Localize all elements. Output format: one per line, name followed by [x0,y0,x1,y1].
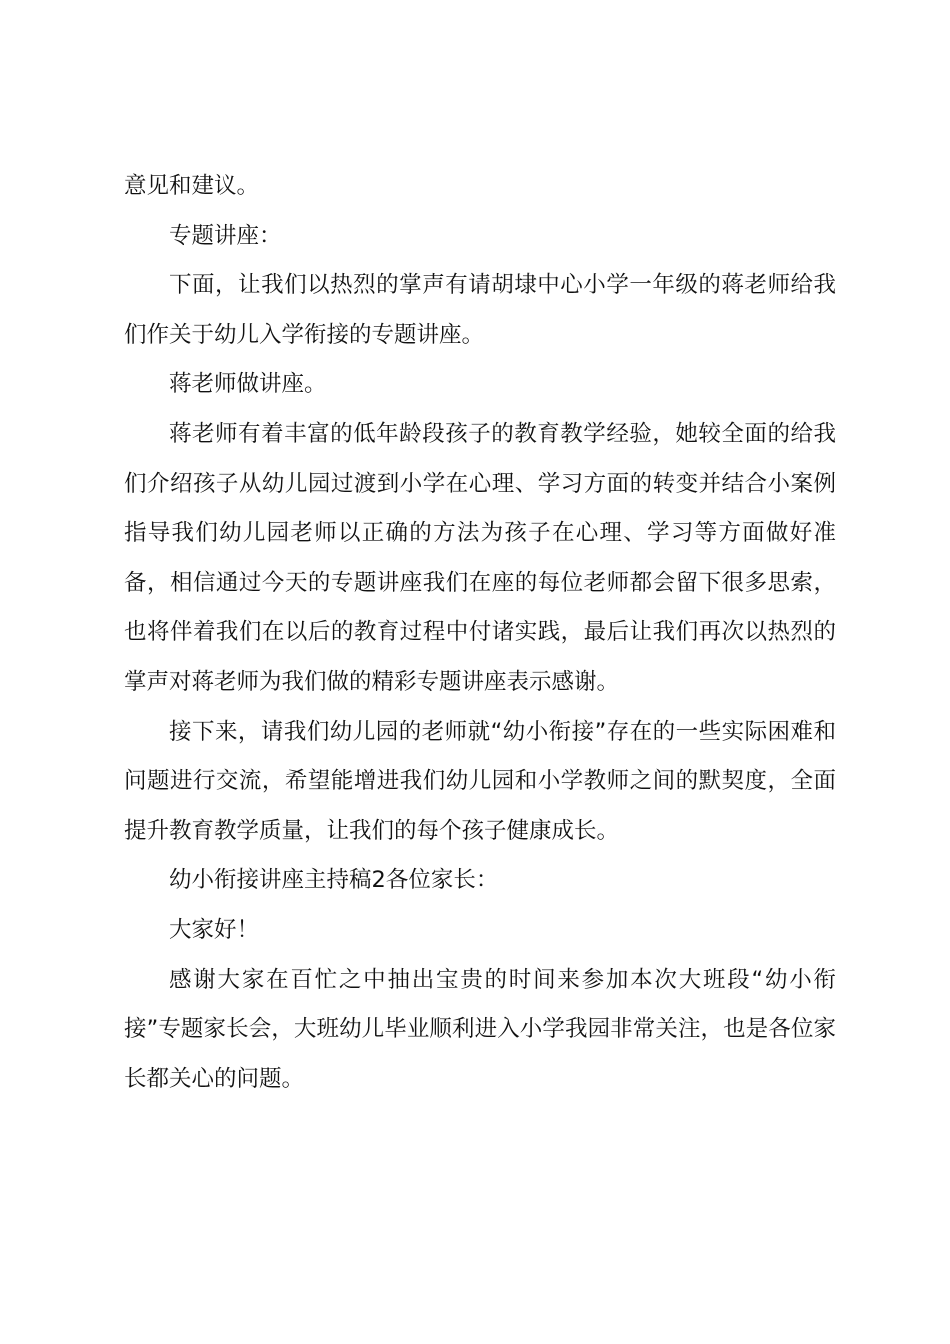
paragraph-introduce-teacher: 下面，让我们以热烈的掌声有请胡埭中心小学一年级的蒋老师给我们作关于幼儿入学衔接的专题讲座。 [124,272,836,348]
paragraph-greeting: 大家好！ [169,916,260,943]
paragraph-script-2-title: 幼小衔接讲座主持稿2各位家长： [169,867,499,894]
paragraph-opinions: 意见和建议。 [124,173,260,199]
paragraph-lecture-heading: 专题讲座： [169,222,282,249]
paragraph-teacher-lecture: 蒋老师做讲座。 [169,371,327,398]
document-body [124,162,836,1104]
paragraph-thanks-parents: 感谢大家在百忙之中抽出宝贵的时间来参加本次大班段“幼小衔接”专题家长会，大班幼儿毕业顺利进入小学我园非常关注，也是各位家长都关心的问题。 [124,966,836,1092]
paragraph-next-discussion: 接下来，请我们幼儿园的老师就“幼小衔接”存在的一些实际困难和问题进行交流，希望能增进我们幼儿园和小学教师之间的默契度，全面提升教育教学质量，让我们的每个孩子健康成长。 [124,718,836,844]
paragraph-lecture-summary: 蒋老师有着丰富的低年龄段孩子的教育教学经验，她较全面的给我们介绍孩子从幼儿园过渡到小学在心理、学习方面的转变并结合小案例指导我们幼儿园老师以正确的方法为孩子在心理、学习等方面做好准备，相信通过今天的专题讲座我们在座的每位老师都会留下很多思索，也将伴着我们在以后的教育过程中付诸实践，最后让我们再次以热烈的掌声对蒋老师为我们做的精彩专题讲座表示感谢。 [124,420,836,695]
